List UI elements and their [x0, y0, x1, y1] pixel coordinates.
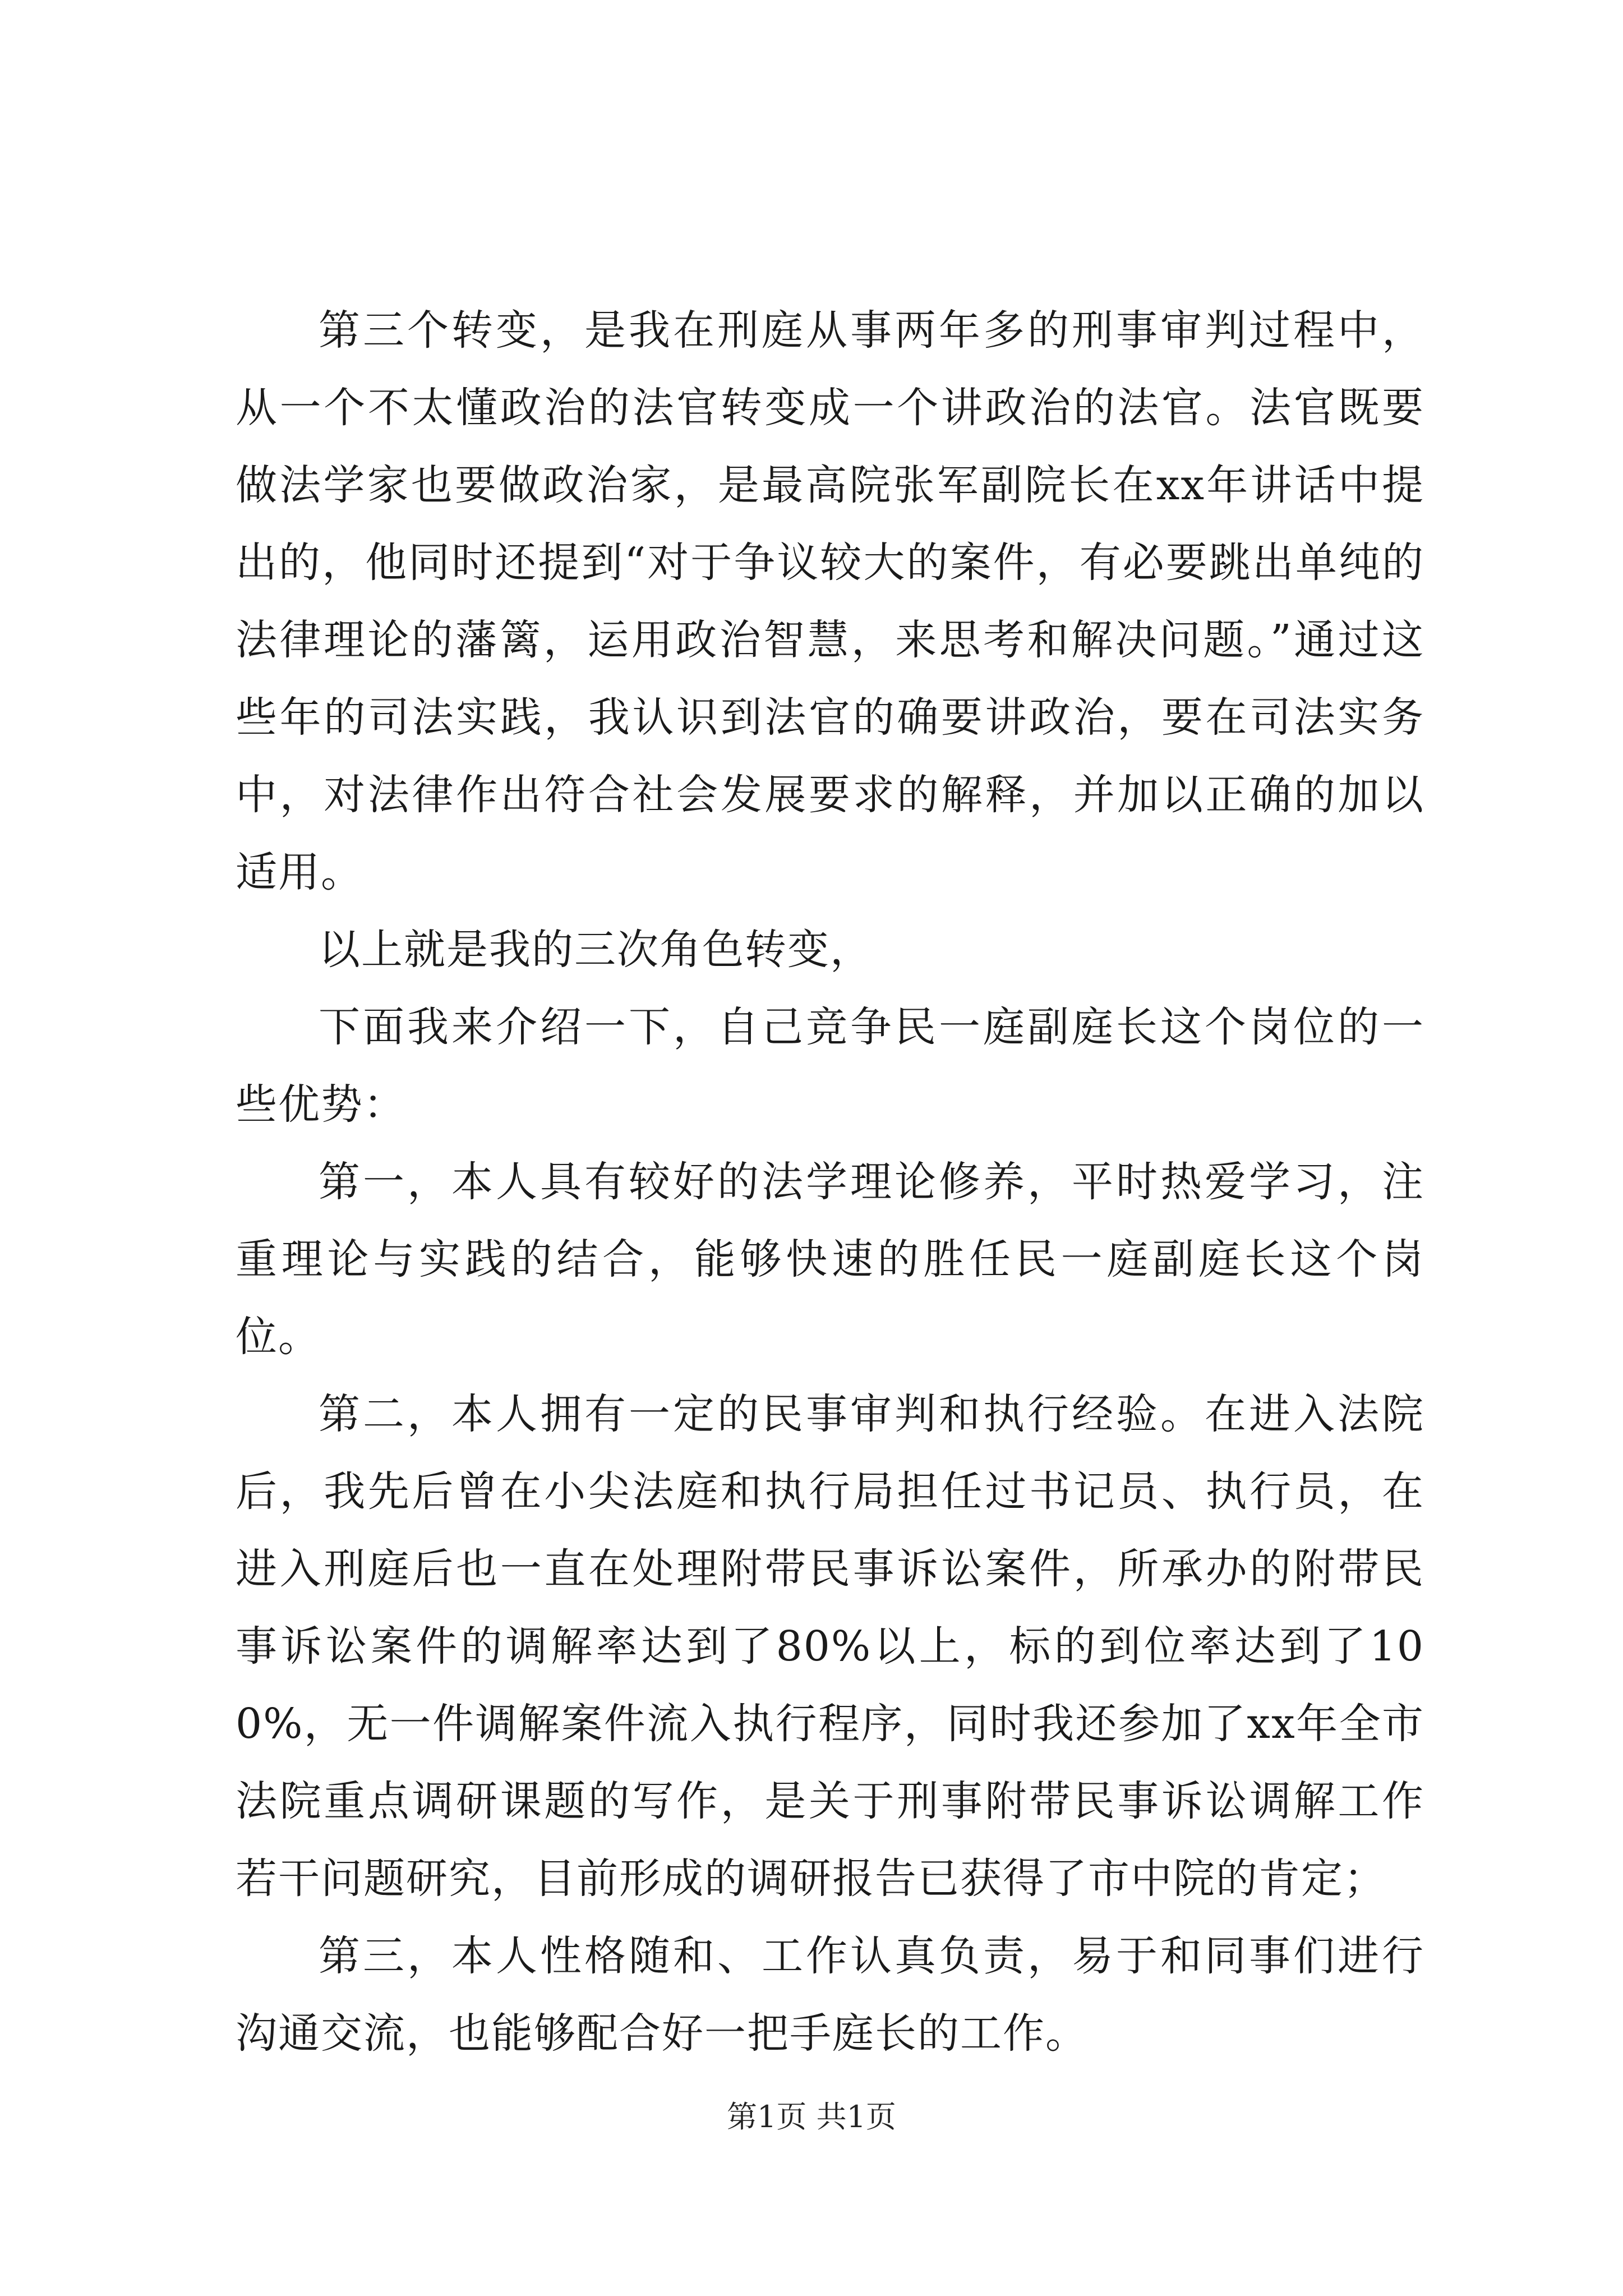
paragraph-advantages-intro: 下面我来介绍一下，自己竞争民一庭副庭长这个岗位的一些优势： — [236, 1003, 1424, 1129]
paragraph-advantage-one: 第一，本人具有较好的法学理论修养，平时热爱学习，注重理论与实践的结合，能够快速的胜任民一庭副庭长这个岗位。 — [236, 1158, 1424, 1361]
paragraph-third-transformation: 第三个转变，是我在刑庭从事两年多的刑事审判过程中，从一个不太懂政治的法官转变成一个讲政治的法官。法官既要做法学家也要做政治家，是最高院张军副院长在xx年讲话中提出的，他同时还提到“对于争议较大的案件，有必要跳出单纯的法律理论的藩篱，运用政治智慧，来思考和解决问题。”通过这些年的司法实践，我认识到法官的确要讲政治，要在司法实务中，对法律作出符合社会发展要求的解释，并加以正确的加以适用。 — [236, 306, 1424, 896]
document-body — [236, 292, 1424, 2072]
paragraph-summary: 以上就是我的三次角色转变， — [319, 926, 873, 974]
paragraph-advantage-three: 第三，本人性格随和、工作认真负责，易于和同事们进行沟通交流，也能够配合好一把手庭长的工作。 — [236, 1932, 1424, 2058]
page-footer: 第1页 共1页 — [727, 2099, 896, 2134]
paragraph-advantage-two: 第二，本人拥有一定的民事审判和执行经验。在进入法院后，我先后曾在小尖法庭和执行局担任过书记员、执行员，在进入刑庭后也一直在处理附带民事诉讼案件，所承办的附带民事诉讼案件的调解率达到了80%以上，标的到位率达到了100%，无一件调解案件流入执行程序，同时我还参加了xx年全市法院重点调研课题的写作，是关于刑事附带民事诉讼调解工作若干问题研究，目前形成的调研报告已获得了市中院的肯定； — [236, 1390, 1424, 1903]
